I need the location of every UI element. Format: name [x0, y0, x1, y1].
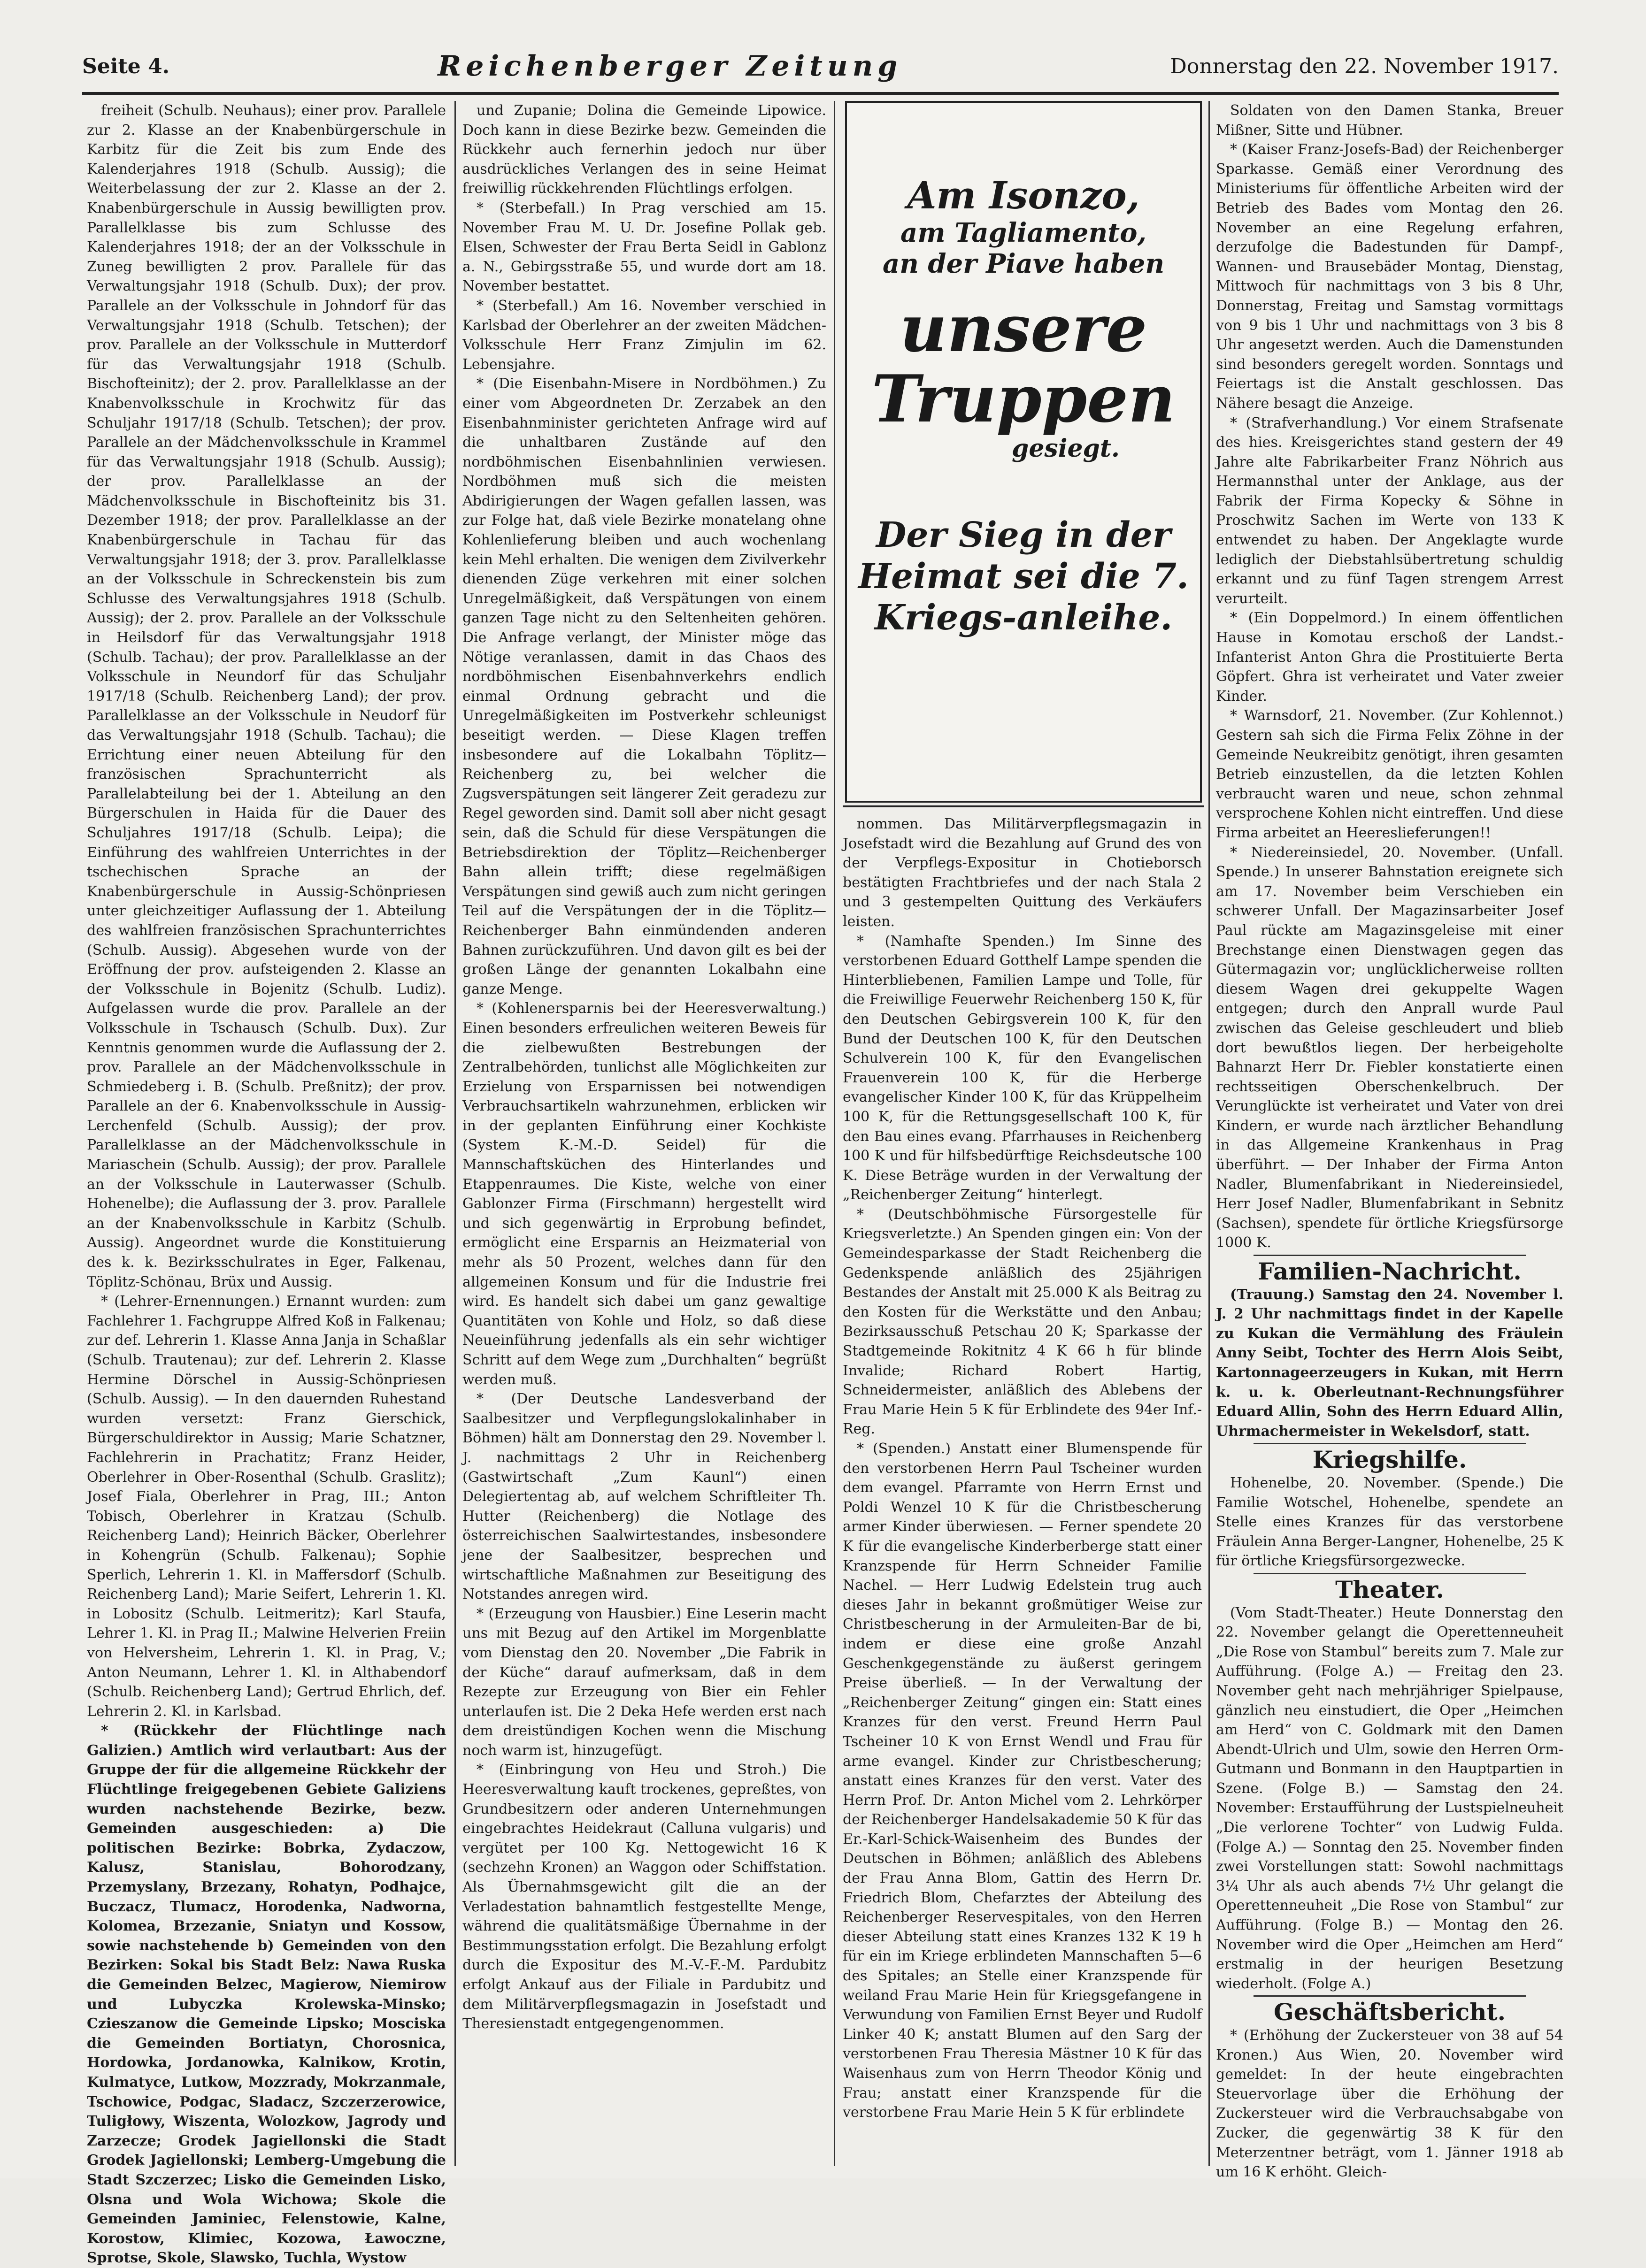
- header-rule: [82, 92, 1559, 95]
- column-divider: [454, 101, 456, 2166]
- ad-line: Am Isonzo,: [907, 173, 1140, 217]
- article-text: * (Lehrer-Ernennungen.) Ernannt wurden: zum Fachlehrer 1. Fachgruppe Alfred Koß in Falkenau; zur def. Lehrerin 1. Klasse Anna Janja in Schaßlar (Schulb. Trautenau); zur def. Lehrerin 2. Klasse Hermine Dörschel in Aussig-Schönpriesen (Schulb. Aussig). — In den dauernden Ruhestand wurden versetzt: Franz Gierschick, Bürgerschuldirektor in Aussig; Marie Schatzner, Fachlehrerin in Prachatitz; Franz Heider, Oberlehrer in Ober-Rosenthal (Schulb. Graslitz); Josef Fiala, Oberlehrer in Prag, III.; Anton Tobisch, Oberlehrer in Kratzau (Schulb. Reichenberg Land); Heinrich Bäcker, Oberlehrer in Kohengrün (Schulb. Falkenau); Sophie Sperlich, Lehrerin 1. Kl. in Maffersdorf (Schulb. Reichenberg Land); Marie Seifert, Lehrerin 1. Kl. in Lobositz (Schulb. Leitmeritz); Karl Staufa, Lehrer 1. Kl. in Prag II.; Malwine Helverien Freiin von Helversheim, Lehrerin 1. Kl. in Prag, V.; Anton Neumann, Lehrer 1. Kl. in Althabendorf (Schulb. Reichenberg Land); Gertrud Ehrlich, def. Lehrerin 2. Kl. in Karlsbad.: [87, 1293, 446, 1720]
- ad-line: unsere: [900, 290, 1147, 367]
- column-4: [1216, 101, 1563, 2181]
- article-text: * (Erhöhung der Zuckersteuer von 38 auf 54 Kronen.) Aus Wien, 20. November wird gemeldet: In der heute eingebrachten Steuervorlage über die Erhöhung der Zuckersteuer wird die Verbrauchsabgabe von Zucker, die gegenwärtig 38 K für den Meterzentner beträgt, vom 1. Jänner 1918 ab um 16 K erhöht. Gleich-: [1216, 2027, 1563, 2181]
- article-text: * (Die Eisenbahn-Misere in Nordböhmen.) Zu einer vom Abgeordneten Dr. Zerzabek an den Eisenbahnminister gerichteten Anfrage wird auf die unhaltbaren Zustände auf den nordböhmischen Eisenbahnlinien verwiesen. Nordböhmen muß sich die meisten Abdirigierungen der Wagen gefallen lassen, was zur Folge hat, daß viele Bezirke monatelang ohne Kohlenlieferung bleiben und auch wochenlang kein Mehl erhalten. Die wenigen dem Zivilverkehr dienenden Züge verkehren mit einer solchen Unregelmäßigkeit, daß Verspätungen von einem ganzen Tage nicht zu den Seltenheiten gehören. Die Anfrage verlangt, der Minister möge das Nötige veranlassen, damit in das Chaos des nordböhmischen Eisenbahnverkehrs endlich einmal Ordnung gebracht und die Unregelmäßigkeiten im Postverkehr schleunigst beseitigt werden. — Diese Klagen treffen insbesondere auf die Lokalbahn Töplitz—Reichenberg zu, bei welcher die Zugsverspätungen seit längerer Zeit geradezu zur Regel geworden sind. Damit soll aber nicht gesagt sein, daß die Schuld für diese Verspätungen die Betriebsdirektion der Töplitz—Reichenberger Bahn allein trifft; diese regelmäßigen Verspätungen sind gewiß auch zum nicht geringen Teil auf die Verspätungen der in die Töplitz—Reichenberger Bahn einmündenden anderen Bahnen zurückzuführen. Und davon gilt es bei der großen Länge der genannten Lokalbahn eine ganze Menge.: [462, 375, 826, 997]
- article-text: Hohenelbe, 20. November. (Spende.) Die Familie Wotschel, Hohenelbe, spendete an Stelle eines Kranzes für das verstorbene Fräulein Anna Berger-Langner, Hohenelbe, 25 K für örtliche Kriegsfürsorgezwecke.: [1216, 1474, 1563, 1570]
- column-divider: [1208, 101, 1210, 2166]
- article-text: * (Sterbefall.) In Prag verschied am 15. November Frau M. U. Dr. Josefine Pollak geb. Elsen, Schwester der Frau Berta Seidl in Gablonz a. N., Gebirgsstraße 55, und wurde dort am 18. November bestattet.: [462, 199, 826, 295]
- article-text: * (Einbringung von Heu und Stroh.) Die Heeresverwaltung kauft trockenes, gepreßtes, von Grundbesitzern oder anderen Unternehmungen eingebrachtes Heidekraut (Calluna vulgaris) und vergütet per 100 Kg. Nettogewicht 16 K (sechzehn Kronen) an Waggon oder Schiffstation. Als Übernahmsgewicht gilt die an der Verladestation bahnamtlich festgestellte Menge, während die qualitätsmäßige Übernahme in der Bestimmungsstation erfolgt. Die Bezahlung erfolgt durch die Expositur des M.-V.-F.-M. Pardubitz erfolgt Ankauf aus der Filiale in Pardubitz und dem Militärverpflegsmagazin in Josefstadt und Theresienstadt entgegengenommen.: [462, 1762, 826, 2032]
- article-text: * (Namhafte Spenden.) Im Sinne des verstorbenen Eduard Gotthelf Lampe spenden die Hinterbliebenen, Familien Lampe und Tolle, für die Freiwillige Feuerwehr Reichenberg 150 K, für den Deutschen Gebirgsverein 100 K, für den Bund der Deutschen 100 K, für den Deutschen Schulverein 100 K, für den Evangelischen Frauenverein 100 K, für die Herberge evangelischer Kinder 100 K, für das Krüppelheim 100 K, für die Rettungsgesellschaft 100 K, für den Bau eines evang. Pfarrhauses in Reichenberg 100 K und für hilfsbedürftige Reichsdeutsche 100 K. Diese Beträge wurden in der Verwaltung der „Reichenberger Zeitung“ hinterlegt.: [843, 933, 1202, 1203]
- article-text: * (Sterbefall.) Am 16. November verschied in Karlsbad der Oberlehrer an der zweiten Mädchen-Volksschule Herr Franz Zimjulin im 62. Lebensjahre.: [462, 297, 826, 373]
- article-text: Soldaten von den Damen Stanka, Breuer Mißner, Sitte und Hübner.: [1216, 102, 1563, 138]
- article-text: * Niedereinsiedel, 20. November. (Unfall. Spende.) In unserer Bahnstation ereignete sich am 17. November beim Verschieben ein schwerer Unfall. Der Magazinsarbeiter Josef Paul rückte am Magazinsgeleise mit einer Brechstange einen Dienstwagen gegen das Gütermagazin vor; unglücklicherweise rollten diesem Wagen drei gekuppelte Wagen entgegen; durch den Anprall wurde Paul zwischen das Geleise geschleudert und blieb dort bewußtlos liegen. Der herbeigeholte Bahnarzt Herr Dr. Fiebler konstatierte einen rechtsseitigen Oberschenkelbruch. Der Verunglückte ist verheiratet und Vater von drei Kindern, er wurde nach ärztlicher Behandlung in das Allgemeine Krankenhaus in Prag überführt. — Der Inhaber der Firma Anton Nadler, Blumenfabrikant in Niedereinsiedel, Herr Josef Nadler, Blumenfabrikant in Sebnitz (Sachsen), spendete für örtliche Kriegsfürsorge 1000 K.: [1216, 844, 1563, 1251]
- section-rule: [1254, 1573, 1526, 1574]
- article-text: * (Spenden.) Anstatt einer Blumenspende für den verstorbenen Herrn Paul Tscheiner wurden dem evangel. Pfarramte von Herrn Ernst und Poldi Wenzel 10 K für die Christbescherung armer Kinder überwiesen. — Ferner spendete 20 K für die evangelische Kinderberberge statt einer Kranzspende für Herrn Schneider Familie Nachel. — Herr Ludwig Edelstein trug auch dieses Jahr in bekannt großmütiger Weise zur Christbescherung in der Armuleiten-Bar de bi, indem er diese eine große Anzahl Geschenkgegenstände zu äußerst geringem Preise überließ. — In der Verwaltung der „Reichenberger Zeitung“ gingen ein: Statt eines Kranzes für den verst. Freund Herrn Paul Tscheiner 10 K von Ernst Wendl und Frau für arme evangel. Kinder zur Christbescherung; anstatt eines Kranzes für den verst. Vater des Herrn Prof. Dr. Anton Michel vom 2. Lehrkörper der Reichenberger Handelsakademie 50 K für das Er.-Karl-Schick-Waisenheim des Bundes der Deutschen in Böhmen; anläßlich des Ablebens der Frau Anna Blom, Gattin des Herrn Dr. Friedrich Blom, Chefarztes der Abteilung des Reichenberger Reservespitales, von den Herren dieser Abteilung statt eines Kranzes 132 K 19 h für ein im Kriege erblindeten Mannschaften 5—6 des Spitales; an Stelle einer Kranzspende für weiland Frau Marie Hein für Kriegsgefangene in Verwundung von Familien Ernst Beyer und Rudolf Linker 40 K; anstatt Blumen auf den Sarg der verstorbenen Frau Theresia Mästner 10 K für das Waisenhaus zum von Herrn Theodor König und Frau; anstatt einer Kranzspende für die verstorbene Frau Marie Hein 5 K für erblindete: [843, 1440, 1202, 2121]
- article-text: * (Kohlenersparnis bei der Heeresverwaltung.) Einen besonders erfreulichen weiteren Beweis für die zielbewußten Bestrebungen der Zentralbehörden, tunlichst alle Möglichkeiten zur Erzielung von Ersparnissen bei notwendigen Verbrauchsartikeln wahrzunehmen, erblicken wir in der geplanten Einführung einer Kochkiste (System K.-M.-D. Seidel) für die Mannschaftsküchen des Hinterlandes und Etappenraumes. Die Kiste, welche von einer Gablonzer Firma (Firschmann) hergestellt wird und sich gegenwärtig in Erprobung befindet, ermöglicht eine Ersparnis an Heizmaterial von mehr als 50 Prozent, welches dann für den allgemeinen Konsum und für die Industrie frei wird. Es handelt sich dabei um ganz gewaltige Quantitäten von Kohle und Holz, so daß diese Neueinführung jedenfalls als ein sehr wichtiger Schritt auf dem Wege zum „Durchhalten“ begrüßt werden muß.: [462, 1000, 826, 1388]
- article-text: * (Der Deutsche Landesverband der Saalbesitzer und Verpflegungslokalinhaber in Böhmen) hält am Donnerstag den 29. November l. J. nachmittags 2 Uhr in Reichenberg (Gastwirtschaft „Zum Kaunl“) einen Delegiertentag ab, auf welchem Schriftleiter Th. Hutter (Reichenberg) die Notlage des österreichischen Saalwirtestandes, insbesondere jene der Saalbesitzer, besprechen und wirtschaftliche Maßnahmen zur Beseitigung des Notstandes anregen wird.: [462, 1391, 826, 1603]
- article-text: * (Erzeugung von Hausbier.) Eine Leserin macht uns mit Bezug auf den Artikel im Morgenblatte vom Dienstag den 20. November „Die Fabrik in der Küche“ darauf aufmerksam, daß in dem Rezepte zur Erzeugung von Bier ein Fehler unterlaufen ist. Die 2 Deka Hefe werden erst nach dem dreistündigen Kochen wenn die Mischung noch warm ist, hinzugefügt.: [462, 1605, 826, 1759]
- ad-slogan: Der Sieg in der Heimat sei die 7. Kriegs-anleihe.: [858, 515, 1189, 638]
- article-text: * (Ein Doppelmord.) In einem öffentlichen Hause in Komotau erschoß der Landst.-Infanterist Anton Ghra die Prostituierte Berta Göpfert. Ghra ist verheiratet und Vater zweier Kinder.: [1216, 610, 1563, 705]
- ad-line: gesiegt.: [1011, 434, 1120, 463]
- column-1: [87, 101, 446, 2267]
- section-title-kriegshilfe: Kriegshilfe.: [1312, 1446, 1467, 1474]
- section-rule: [1254, 1443, 1526, 1444]
- page-number: Seite 4.: [82, 54, 170, 78]
- page-header: [82, 45, 1559, 87]
- article-text: freiheit (Schulb. Neuhaus); einer prov. Parallele zur 2. Klasse an der Knabenbürgerschule in Karbitz für die Zeit bis zum Ende des Kalenderjahres 1918 (Schulb. Aussig); die Weiterbelassung der zur 2. Klasse an der 2. Knabenbürgerschule in Aussig bewilligten prov. Parallelklasse bis zum Schlusse des Kalenderjahres 1918; der an der Volksschule in Zuneg bewilligten 2 prov. Parallele für das Verwaltungsjahr 1918 (Schulb. Dux); der prov. Parallele an der Volksschule in Johndorf für das Verwaltungsjahr 1918 (Schulb. Tetschen); der prov. Parallele an der Volksschule in Mutterdorf für das Verwaltungsjahr 1918 (Schulb. Bischofteinitz); der 2. prov. Parallelklasse an der Knabenvolksschule in Krochwitz für das Schuljahr 1917/18 (Schulb. Tetschen); der prov. Parallele an der Mädchenvolksschule in Krammel für das Verwaltungsjahr 1918 (Schulb. Aussig); der prov. Parallelklasse an der Mädchenvolksschule in Bischofteinitz bis 31. Dezember 1918; der prov. Parallelklasse an der Knabenbürgerschule in Tachau für das Verwaltungsjahr 1918; der 3. prov. Parallelklasse an der Volksschule in Schreckenstein bis zum Schlusse des Verwaltungsjahres 1918 (Schulb. Aussig); der 2. prov. Parallele an der Volksschule in Heilsdorf für das Verwaltungsjahr 1918 (Schulb. Tachau); der prov. Parallelklasse an der Volksschule in Neundorf für das Schuljahr 1917/18 (Schulb. Reichenberg Land); der prov. Parallelklasse an der Volksschule in Neudorf für das Verwaltungsjahr 1918 (Schulb. Tachau); die Errichtung einer neuen Abteilung für den französischen Sprachunterricht als Parallelabteilung bei der 1. Abteilung an den Bürgerschulen in Haida für die Dauer des Schuljahres 1917/18 (Schulb. Leipa); die Einführung des wahlfreien Unterrichtes in der tschechischen Sprache an der Knabenbürgerschule in Aussig-Schönpriesen unter gleichzeitiger Auflassung der 1. Abteilung des wahlfreien französischen Sprachunterrichtes (Schulb. Aussig). Abgesehen wurde von der Eröffnung der prov. aufsteigenden 2. Klasse an der Volksschule in Bojenitz (Schulb. Ludiz). Aufgelassen wurde die prov. Parallele an der Volksschule in Tschausch (Schulb. Dux). Zur Kenntnis genommen wurde die Auflassung der 2. prov. Parallele an der Mädchenvolksschule in Schmiedeberg i. B. (Schulb. Preßnitz); der prov. Parallele an der 6. Knabenvolksschule in Aussig-Lerchenfeld (Schulb. Aussig); der prov. Parallelklasse an der Mädchenvolksschule in Mariaschein (Schulb. Aussig); der prov. Parallele an der Volksschule in Lauterwasser (Schulb. Hohenelbe); die Auflassung der 3. prov. Parallele an der Knabenvolksschule in Karbitz (Schulb. Aussig). Angeordnet wurde die Konstituierung des k. k. Bezirksschulrates in Eger, Falkenau, Töplitz-Schönau, Brüx und Aussig.: [87, 102, 446, 1290]
- ad-line: an der Piave haben: [882, 248, 1165, 279]
- article-text: und Zupanie; Dolina die Gemeinde Lipowice. Doch kann in diese Bezirke bezw. Gemeinden die Rückkehr auch fernerhin jedoch nur über ausdrückliches Verlangen des in seine Heimat freiwillig rückkehrenden Flüchtlings erfolgen.: [462, 102, 826, 197]
- article-text: * (Rückkehr der Flüchtlinge nach Galizien.) Amtlich wird verlautbart: Aus der Gruppe der für die allgemeine Rückkehr der Flüchtlinge freigegebenen Gebiete Galiziens wurden nachstehende Bezirke, bezw. Gemeinden ausgeschieden: a) Die politischen Bezirke: Bobrka, Zydaczow, Kalusz, Stanislau, Bohorodzany, Przemyslany, Brzezany, Rohatyn, Podhajce, Buczacz, Tlumacz, Horodenka, Nadworna, Kolomea, Brzezanie, Sniatyn und Kossow, sowie nachstehende b) Gemeinden von den Bezirken: Sokal bis Stadt Belz: Nawa Ruska die Gemeinden Belzec, Magierow, Niemirow und Lubyczka Krolewska-Minsko; Czieszanow die Gemeinde Lipsko; Mosciska die Gemeinden Bortiatyn, Chorosnica, Hordowka, Jordanowka, Kalnikow, Krotin, Kulmatyce, Lutkow, Mozzrady, Mokrzanmale, Tschowice, Podgac, Sladacz, Szczerzerowice, Tuligłowy, Wiszenta, Wolozkow, Jagrody und Zarzecze; Grodek Jagiellonski die Stadt Grodek Jagiellonski; Lemberg-Umgebung die Stadt Szczerzec; Lisko die Gemeinden Lisko, Olsna und Wola Wichowa; Skole die Gemeinden Jaminiec, Felenstowie, Kalne, Korostow, Klimiec, Kozowa, Ławoczne, Sprotse, Skole, Slawsko, Tuchla, Wystow: [87, 1723, 446, 2267]
- article-text: * (Kaiser Franz-Josefs-Bad) der Reichenberger Sparkasse. Gemäß einer Verordnung des Ministeriums für öffentliche Arbeiten wird der Betrieb des Bades vom Montag den 26. November an eine Regelung erfahren, derzufolge die Badestunden für Dampf-, Wannen- und Brausebäder Montag, Dienstag, Mittwoch für nachmittags von 3 bis 8 Uhr, Donnerstag, Freitag und Samstag vormittags von 9 bis 1 Uhr und nachmittags von 3 bis 8 Uhr angesetzt werden. Auch die Damenstunden sind besonders geregelt worden. Sonntags und Feiertags ist die Anstalt geschlossen. Das Nähere besagt die Anzeige.: [1216, 141, 1563, 412]
- article-text: * Warnsdorf, 21. November. (Zur Kohlennot.) Gestern sah sich die Firma Felix Zöhne in der Gemeinde Neukreibitz genötigt, ihren gesamten Betrieb einzustellen, da die letzten Kohlen verbraucht waren und neue, schon zehnmal versprochene Kohlen nicht eintreffen. Und diese Firma arbeitet an Heereslieferungen!!: [1216, 707, 1563, 841]
- article-text: nommen. Das Militärverpflegsmagazin in Josefstadt wird die Bezahlung auf Grund des von der Verpflegs-Expositur in Chotieborsch bestätigten Frachtbriefes und der nach Stala 2 und 3 gestempelten Quittung des Verkäufers leisten.: [843, 816, 1202, 930]
- section-title-family: Familien-Nachricht.: [1258, 1257, 1522, 1286]
- section-title-theater: Theater.: [1335, 1575, 1444, 1603]
- newspaper-title: Reichenberger Zeitung: [438, 50, 902, 83]
- section-rule: [1254, 1995, 1526, 1997]
- column-2: [462, 101, 826, 2166]
- issue-date: Donnerstag den 22. November 1917.: [1170, 54, 1559, 78]
- ad-rule: [843, 805, 1204, 807]
- article-text: * (Deutschböhmische Fürsorgestelle für Kriegsverletzte.) An Spenden gingen ein: Von der Gemeindesparkasse der Stadt Reichenberg die Gedenkspende anläßlich des 25jährigen Bestandes der Anstalt mit 25.000 K als Beitrag zu den Kosten für die Werkstätte und den Anbau; Bezirksausschuß Petschau 20 K; Sparkasse der Stadtgemeinde Rokitnitz 4 K 66 h für blinde Invalide; Richard Robert Hartig, Schneidermeister, anläßlich des Ablebens der Frau Marie Hein 5 K für Erblindete des 94er Inf.-Reg.: [843, 1206, 1202, 1438]
- section-title-business: Geschäftsbericht.: [1273, 1998, 1506, 2026]
- column-divider: [834, 101, 835, 2166]
- article-text: (Vom Stadt-Theater.) Heute Donnerstag den 22. November gelangt die Operettenneuheit „Die Rose von Stambul“ bereits zum 7. Male zur Aufführung. (Folge A.) — Freitag den 23. November geht nach mehrjähriger Spielpause, gänzlich neu einstudiert, die Oper „Heimchen am Herd“ von C. Goldmark mit den Damen Abendt-Ulrich und Ulm, sowie den Herren Orm-Gutmann und Bonmann in den Hauptpartien in Szene. (Folge B.) — Samstag den 24. November: Erstaufführung der Lustspielneuheit „Die verlorene Tochter“ von Ludwig Fulda. (Folge A.) — Sonntag den 25. November finden zwei Vorstellungen statt: Sowohl nachmittags 3¼ Uhr als auch abends 7½ Uhr gelangt die Operettenneuheit „Die Rose von Stambul“ zur Aufführung. (Folge B.) — Montag den 26. November wird die Oper „Heimchen am Herd“ erstmalig in der heurigen Besetzung wiederholt. (Folge A.): [1216, 1604, 1563, 1992]
- ad-line: Truppen: [871, 360, 1176, 437]
- article-text: (Trauung.) Samstag den 24. November l. J. 2 Uhr nachmittags findet in der Kapelle zu Kukan die Vermählung des Fräulein Anny Seibt, Tochter des Herrn Alois Seibt, Kartonnageerzeugers in Kukan, mit Herrn k. u. k. Oberleutnant-Rechnungsführer Eduard Allin, Sohn des Herrn Eduard Allin, Uhrmachermeister in Wekelsdorf, statt.: [1216, 1286, 1563, 1440]
- section-rule: [1254, 1255, 1526, 1256]
- article-text: * (Strafverhandlung.) Vor einem Strafsenate des hies. Kreisgerichtes stand gestern der 49 Jahre alte Fabrikarbeiter Franz Nöhrich aus Hermannsthal unter der Anklage, aus der Fabrik der Firma Kopecky & Söhne in Proschwitz Sachen im Werte von 133 K entwendet zu haben. Der Angeklagte wurde lediglich der Diebstahlsübertretung schuldig erkannt und zu fünf Tagen strengem Arrest verurteilt.: [1216, 414, 1563, 607]
- ad-line: am Tagliamento,: [900, 217, 1146, 248]
- column-3: [843, 814, 1202, 2166]
- war-loan-advertisement: [845, 101, 1202, 803]
